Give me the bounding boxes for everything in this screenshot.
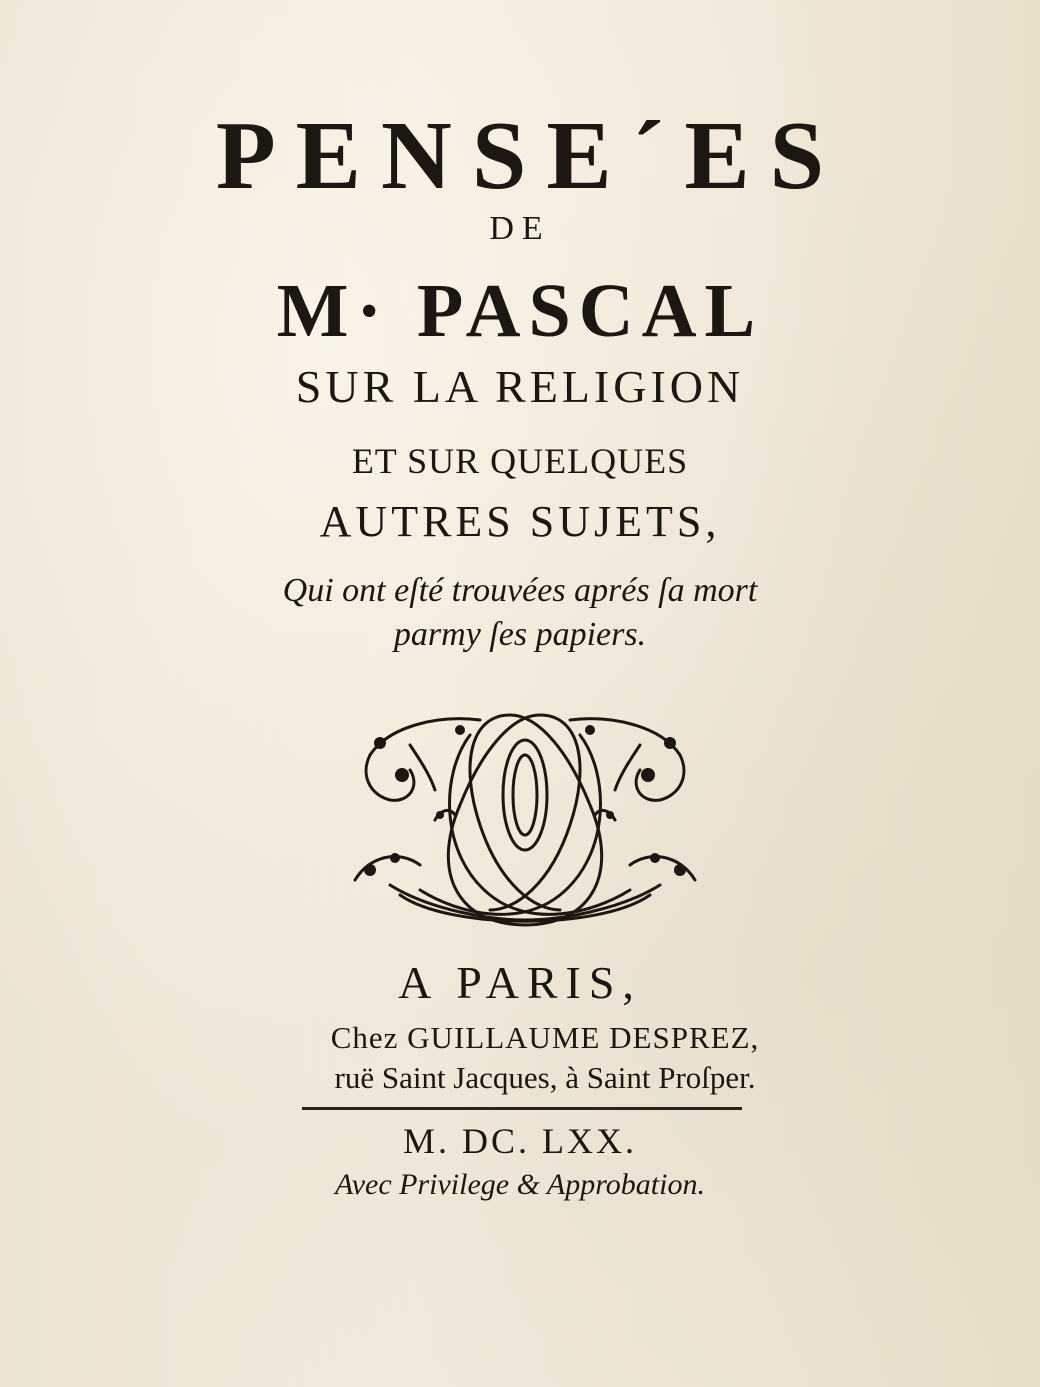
monogram-ornament-icon — [340, 695, 710, 940]
publication-year: M. DC. LXX. — [402, 1121, 637, 1161]
publisher-address: ruë Saint Jacques, à Saint Proſper. — [334, 1060, 756, 1095]
book-title: PENSE´ES — [215, 102, 845, 210]
title-preposition: DE — [489, 210, 551, 247]
privilege-line: Avec Privilege & Approbation. — [335, 1168, 705, 1201]
author-name: M· PASCAL — [276, 269, 764, 353]
publisher-line: Chez GUILLAUME DESPREZ, — [330, 1020, 760, 1055]
description-line-1: Qui ont eſté trouvées aprés ſa mort — [282, 572, 758, 609]
subject-line-3: AUTRES SUJETS, — [319, 497, 721, 546]
description-line-2: parmy ſes papiers. — [393, 616, 647, 653]
subject-line-2: ET SUR QUELQUES — [351, 441, 689, 481]
subject-line-1: SUR LA RELIGION — [295, 361, 745, 412]
imprint-place: A PARIS, — [398, 957, 642, 1008]
horizontal-rule — [302, 1107, 742, 1110]
